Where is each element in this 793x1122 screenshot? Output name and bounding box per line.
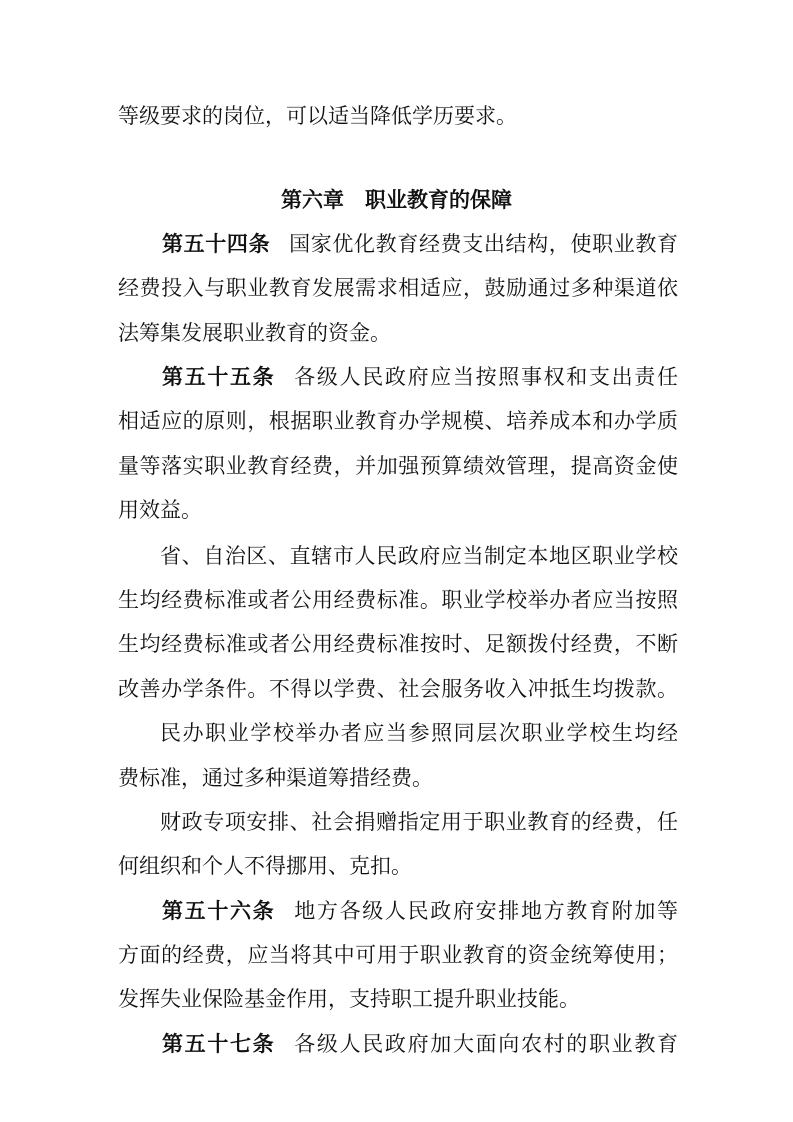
article-55-label: 第五十五条 — [162, 365, 276, 389]
article-56-first-line — [162, 891, 678, 931]
chapter-number: 第六章 — [281, 188, 344, 212]
article-55-line-1: 各级人民政府应当按照事权和支出责任 — [294, 365, 678, 389]
article-55-para3-line-2: 费标准，通过多种渠道筹措经费。 — [118, 766, 433, 790]
article-55-para4-line-1: 财政专项安排、社会捐赠指定用于职业教育的经费，任 — [160, 810, 678, 834]
article-56-line-1: 地方各级人民政府安排地方教育附加等 — [294, 899, 678, 923]
article-55-first-line — [162, 357, 678, 397]
article-55-line-4: 用效益。 — [118, 498, 202, 522]
article-55-para2-line-1: 省、自治区、直辖市人民政府应当制定本地区职业学校 — [160, 544, 678, 568]
article-56-label: 第五十六条 — [162, 899, 276, 923]
article-56-line-3: 发挥失业保险基金作用，支持职工提升职业技能。 — [118, 987, 580, 1011]
chapter-heading — [0, 180, 793, 220]
article-54-label: 第五十四条 — [162, 232, 271, 256]
chapter-title: 职业教育的保障 — [365, 188, 512, 212]
article-57-line-1: 各级人民政府加大面向农村的职业教育 — [294, 1032, 678, 1056]
opening-line: 等级要求的岗位，可以适当降低学历要求。 — [118, 104, 517, 128]
article-54-line-2: 经费投入与职业教育发展需求相适应，鼓励通过多种渠道依 — [118, 276, 678, 300]
article-55-para2-line-4: 改善办学条件。不得以学费、社会服务收入冲抵生均拨款。 — [118, 677, 678, 701]
article-54-line-3: 法筹集发展职业教育的资金。 — [118, 321, 391, 345]
article-55-para2-line-2: 生均经费标准或者公用经费标准。职业学校举办者应当按照 — [118, 588, 678, 612]
article-57-label: 第五十七条 — [162, 1032, 276, 1056]
article-55-para3-line-1: 民办职业学校举办者应当参照同层次职业学校生均经 — [160, 721, 678, 745]
article-55-line-3: 量等落实职业教育经费，并加强预算绩效管理，提高资金使 — [118, 454, 678, 478]
article-55-para4-line-2: 何组织和个人不得挪用、克扣。 — [118, 854, 412, 878]
article-54-first-line — [162, 224, 678, 264]
article-55-para2-line-3: 生均经费标准或者公用经费标准按时、足额拨付经费，不断 — [118, 632, 678, 656]
article-54-line-1: 国家优化教育经费支出结构，使职业教育 — [289, 232, 678, 256]
article-56-line-2: 方面的经费，应当将其中可用于职业教育的资金统筹使用； — [118, 943, 678, 967]
article-55-line-2: 相适应的原则，根据职业教育办学规模、培养成本和办学质 — [118, 409, 678, 433]
article-57-first-line — [162, 1024, 678, 1064]
